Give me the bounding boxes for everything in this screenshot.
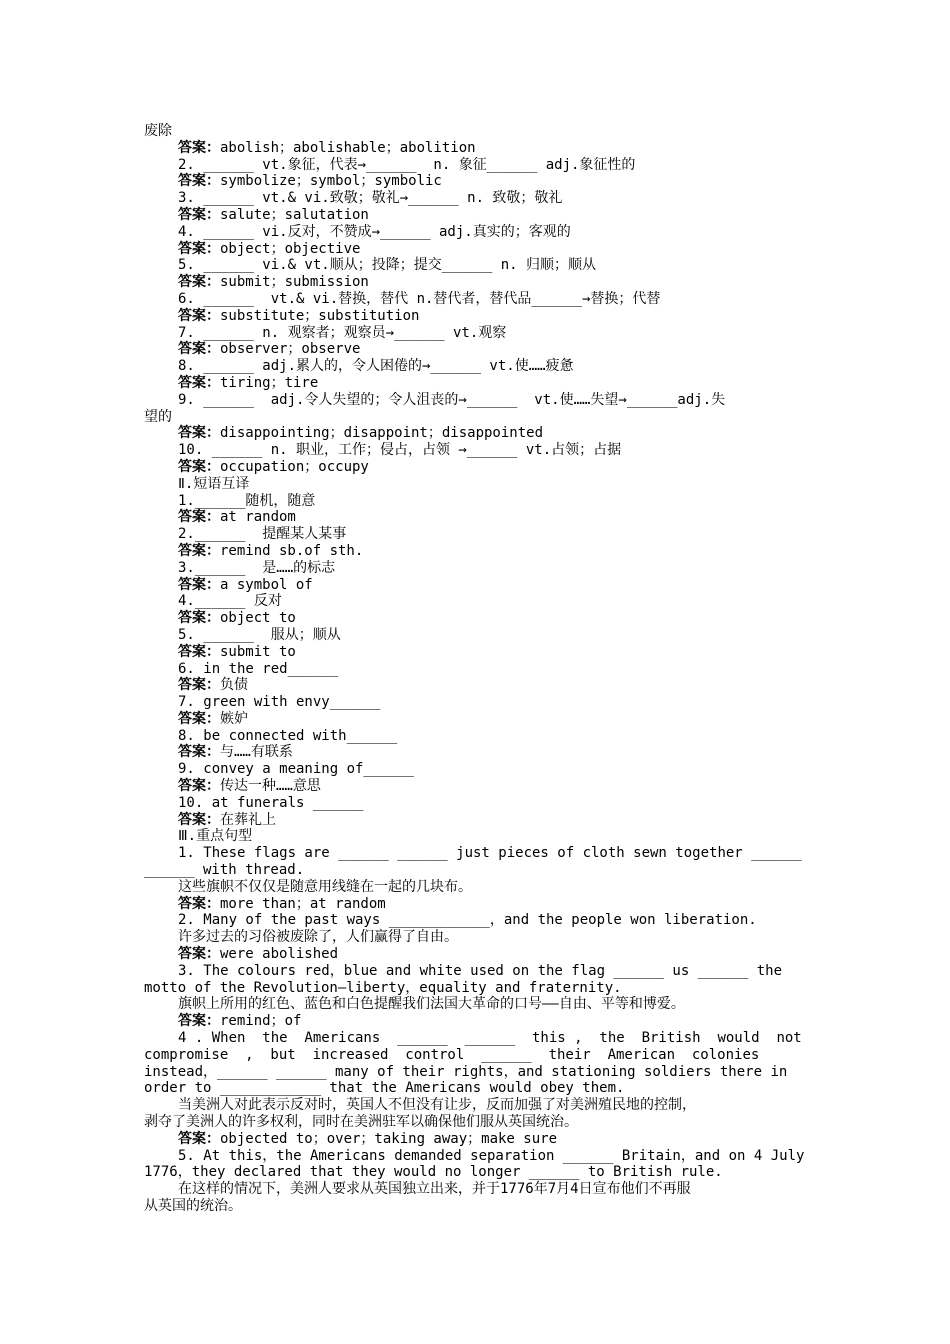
answer-line	[144, 677, 807, 694]
answer-text: objected to；over；taking away；make sure	[220, 1130, 558, 1147]
answer-text: symbolize；symbol；symbolic	[220, 173, 442, 190]
text-line: order to ____________ that the Americans would obey them.	[144, 1080, 625, 1097]
answer-text: were abolished	[220, 946, 339, 963]
answer-label: 答案：	[178, 458, 220, 475]
answer-text: disappointing；disappoint；disappointed	[220, 425, 544, 442]
answer-line	[144, 896, 807, 913]
answer-text: object to	[220, 610, 296, 627]
answer-line	[144, 459, 807, 476]
answer-text: 负债	[220, 677, 248, 694]
text-line: 这些旗帜不仅仅是随意用线缝在一起的几块布。	[178, 878, 472, 895]
text-line: Ⅱ.短语互译	[178, 475, 250, 492]
answer-label: 答案：	[178, 895, 220, 912]
answer-text: 传达一种……意思	[220, 778, 321, 795]
text-line: 旗帜上所用的红色、蓝色和白色提醒我们法国大革命的口号——自由、平等和博爱。	[178, 996, 685, 1013]
answer-label: 答案：	[178, 542, 220, 559]
text-line: 3. The colours red，blue and white used on the flag ______ us ______ the	[178, 962, 783, 979]
text-line: 6. in the red______	[178, 660, 339, 677]
answer-text: at random	[220, 509, 296, 526]
text-line: 4.______ 反对	[178, 593, 282, 610]
answer-line	[144, 543, 807, 560]
text-line: 1. These flags are ______ ______ just pieces of cloth sewn together ______	[178, 845, 802, 862]
text-line: Ⅲ.重点句型	[178, 828, 253, 845]
answer-text: tiring；tire	[220, 374, 319, 391]
text-line: 许多过去的习俗被废除了，人们赢得了自由。	[178, 929, 458, 946]
text-line: 3.______ 是……的标志	[178, 559, 336, 576]
answer-text: submit；submission	[220, 274, 369, 291]
answer-text: observer；observe	[220, 341, 361, 358]
text-line: 3. ______ vt.& vi.致敬；敬礼→______ n. 致敬；敬礼	[178, 190, 563, 207]
answer-line	[144, 173, 807, 190]
answer-text: salute；salutation	[220, 206, 369, 223]
text-line: 5. At this，the Americans demanded separation ______ Britain，and on 4 July	[178, 1147, 805, 1164]
answer-line	[144, 274, 807, 291]
answer-line	[144, 1013, 807, 1030]
text-line: 从英国的统治。	[144, 1198, 242, 1214]
text-line: 9. convey a meaning of______	[178, 761, 415, 778]
text-line: compromise , but increased control ______ their American colonies	[144, 1046, 760, 1063]
text-line: 在这样的情况下，美洲人要求从英国独立出来，并于1776年7月4日宣布他们不再服	[178, 1181, 691, 1198]
answer-label: 答案：	[178, 240, 220, 257]
text-line: 5. ______ 服从；顺从	[178, 626, 341, 643]
answer-text: object；objective	[220, 240, 361, 257]
answer-label: 答案：	[178, 425, 220, 442]
text-line: 6. ______ vt.& vi.替换，替代 n.替代者，替代品______→替换；代替	[178, 290, 661, 307]
answer-line	[144, 1131, 807, 1148]
text-line: 2. Many of the past ways ____________，and the people won liberation.	[178, 912, 757, 929]
text-line: 7. ______ n. 观察者；观察员→______ vt.观察	[178, 324, 507, 341]
text-line: 2. ______ vt.象征，代表→______ n. 象征______ adj.象征性的	[178, 156, 636, 173]
answer-text: submit to	[220, 643, 296, 660]
text-line: 剥夺了美洲人的许多权利，同时在美洲驻军以确保他们服从英国统治。	[144, 1114, 578, 1131]
answer-line	[144, 610, 807, 627]
answer-line	[144, 375, 807, 392]
answer-label: 答案：	[178, 1013, 220, 1030]
answer-label: 答案：	[178, 710, 220, 727]
answer-text: more than；at random	[220, 895, 386, 912]
answer-text: 嫉妒	[220, 710, 248, 727]
text-line: 4. ______ vi.反对，不赞成→______ adj.真实的；客观的	[178, 223, 571, 240]
text-line: 当美洲人对此表示反对时，英国人不但没有让步，反而加强了对美洲殖民地的控制，	[178, 1097, 696, 1114]
answer-line	[144, 308, 807, 325]
answer-label: 答案：	[178, 643, 220, 660]
answer-text: a symbol of	[220, 576, 313, 593]
answer-line	[144, 241, 807, 258]
text-line: 9. ______ adj.令人失望的；令人沮丧的→______ vt.使……失望→______adj.失	[178, 391, 726, 408]
text-line: motto of the Revolution—liberty，equality and fraternity.	[144, 979, 622, 996]
answer-line	[144, 140, 807, 157]
text-line: 1776，they declared that they would no longer ______ to British rule.	[144, 1164, 723, 1181]
answer-label: 答案：	[178, 946, 220, 963]
answer-text: abolish；abolishable；abolition	[220, 139, 476, 156]
answer-text: remind sb.of sth.	[220, 542, 364, 559]
answer-label: 答案：	[178, 206, 220, 223]
answer-text: remind；of	[220, 1013, 302, 1030]
text-line: 5. ______ vi.& vt.顺从；投降；提交______ n. 归顺；顺从	[178, 257, 597, 274]
answer-label: 答案：	[178, 307, 220, 324]
text-line: 10. at funerals ______	[178, 794, 364, 811]
answer-line	[144, 341, 807, 358]
text-line: 10. ______ n. 职业，工作；侵占，占领 →______ vt.占领；占据	[178, 442, 622, 459]
answer-text: substitute；substitution	[220, 307, 420, 324]
text-line: 7. green with envy______	[178, 694, 381, 711]
answer-label: 答案：	[178, 509, 220, 526]
answer-label: 答案：	[178, 778, 220, 795]
text-line: 8. ______ adj.累人的，令人困倦的→______ vt.使……疲惫	[178, 358, 574, 375]
text-line: instead，______ ______ many of their rights，and stationing soldiers there in	[144, 1063, 788, 1080]
answer-line	[144, 577, 807, 594]
text-line: 1.______随机，随意	[178, 492, 316, 509]
text-line: 废除	[144, 123, 172, 139]
answer-line	[144, 744, 807, 761]
answer-label: 答案：	[178, 1130, 220, 1147]
answer-label: 答案：	[178, 576, 220, 593]
answer-line	[144, 812, 807, 829]
answer-line	[144, 946, 807, 963]
text-line: 2.______ 提醒某人某事	[178, 526, 347, 543]
answer-line	[144, 509, 807, 526]
answer-label: 答案：	[178, 677, 220, 694]
answer-text: occupation；occupy	[220, 458, 369, 475]
text-line: 8. be connected with______	[178, 727, 398, 744]
answer-label: 答案：	[178, 274, 220, 291]
answer-line	[144, 425, 807, 442]
answer-label: 答案：	[178, 610, 220, 627]
answer-line	[144, 778, 807, 795]
answer-line	[144, 711, 807, 728]
answer-label: 答案：	[178, 341, 220, 358]
text-line: 望的	[144, 408, 172, 425]
answer-label: 答案：	[178, 173, 220, 190]
text-line: ______ with thread.	[144, 862, 305, 879]
answer-text: 在葬礼上	[220, 811, 276, 828]
answer-label: 答案：	[178, 139, 220, 156]
answer-label: 答案：	[178, 744, 220, 761]
answer-label: 答案：	[178, 811, 220, 828]
answer-line	[144, 644, 807, 661]
answer-text: 与……有联系	[220, 744, 293, 761]
text-line: 4 . When the Americans ______ ______ this , the British would not	[178, 1030, 802, 1047]
answer-line	[144, 207, 807, 224]
answer-label: 答案：	[178, 374, 220, 391]
